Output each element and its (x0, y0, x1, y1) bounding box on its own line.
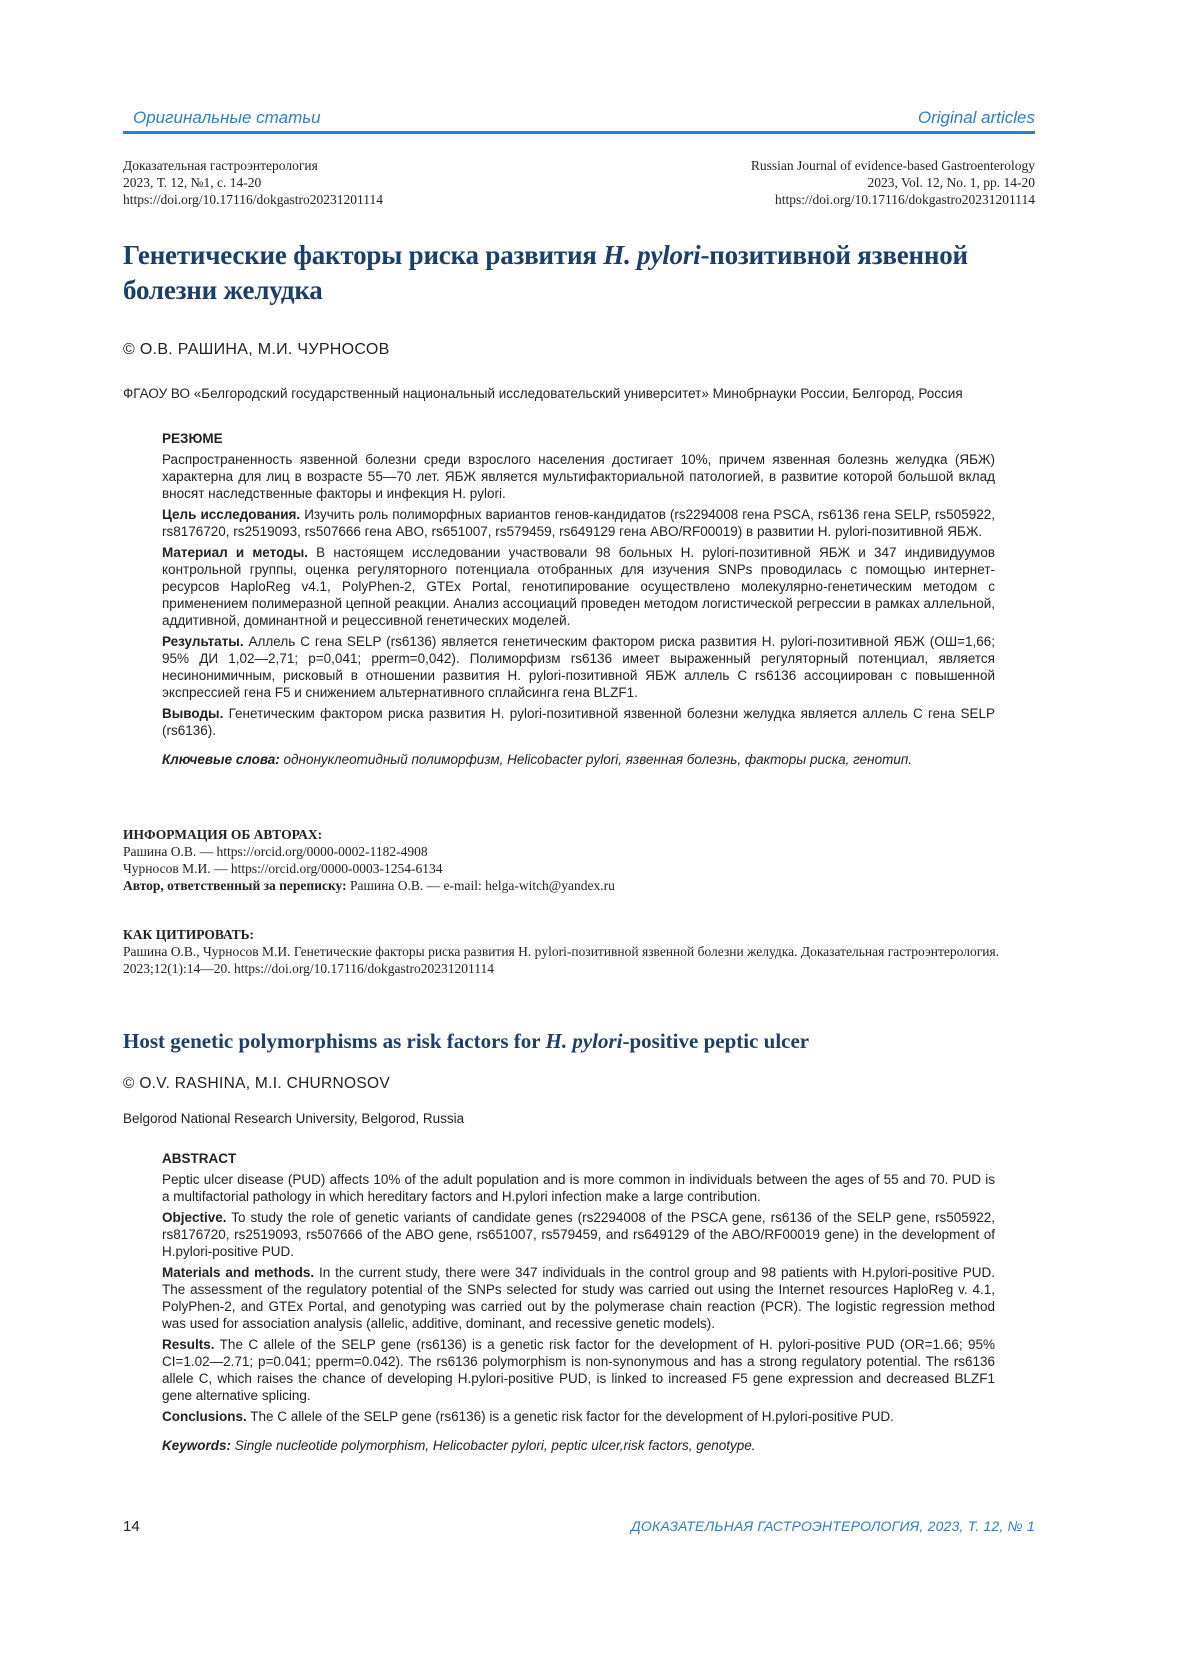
abstract-objective (162, 1209, 995, 1260)
citation-text: Рашина О.В., Чурносов М.И. Генетические факторы риска развития H. pylori-позитивной язвенной болезни желудка. Доказательная гастроэнтерология. 2023;12(1):14—20. https://doi.org/10.17116/dokgastro20231201114 (123, 944, 1000, 976)
title-ru-italic: H. pylori (603, 240, 701, 270)
author-info (123, 826, 1053, 894)
citation-block (123, 926, 1053, 977)
abstract-objective-label: Objective. (162, 1210, 227, 1225)
resume-objective (162, 506, 995, 540)
journal-running-title: ДОКАЗАТЕЛЬНАЯ ГАСТРОЭНТЕРОЛОГИЯ, 2023, Т. 12, № 1 (630, 1518, 1035, 1534)
resume-keywords-text: однонуклеотидный полиморфизм, Helicobacter pylori, язвенная болезнь, факторы риска, генотип. (279, 752, 913, 767)
journal-meta-en (751, 157, 1035, 208)
resume-block (162, 430, 995, 772)
resume-methods-label: Материал и методы. (162, 545, 308, 560)
title-en-part2: -positive peptic ulcer (622, 1029, 810, 1053)
journal-issue-en: 2023, Vol. 12, No. 1, pp. 14-20 (867, 175, 1035, 190)
abstract-intro: Peptic ulcer disease (PUD) affects 10% of the adult population and is more common in individuals between the ages of 55 and 70. PUD is a multifactorial pathology in which hereditary factors and H.pylori infection make a large contribution. (162, 1172, 995, 1204)
abstract-objective-text: To study the role of genetic variants of candidate genes (rs2294008 of the PSCA gene, rs6136 of the SELP gene, rs505922, rs8176720, rs2519093, rs507666 of the ABO gene, rs651007, rs579459, and rs649129 of the ABO/RF00019 gene) in the development of H.pylori-positive PUD. (162, 1210, 995, 1259)
abstract-keywords (162, 1437, 995, 1454)
corresponding-author (123, 877, 1053, 894)
abstract-conclusions (162, 1408, 995, 1425)
resume-keywords-label: Ключевые слова: (162, 752, 280, 767)
citation-heading: КАК ЦИТИРОВАТЬ: (123, 927, 255, 942)
abstract-results-label: Results. (162, 1337, 215, 1352)
abstract-methods (162, 1264, 995, 1332)
title-ru-part1: Генетические факторы риска развития (123, 240, 604, 270)
doi-link-ru[interactable]: https://doi.org/10.17116/dokgastro20231201114 (123, 192, 384, 207)
resume-conclusions-text: Генетическим фактором риска развития H. pylori-позитивной язвенной болезни желудка является аллель С гена SELP (rs6136). (162, 706, 995, 738)
corresponding-contact[interactable]: Рашина О.В. — e-mail: helga-witch@yandex.ru (346, 878, 615, 893)
article-title-ru (123, 238, 1063, 308)
doi-link-en[interactable]: https://doi.org/10.17116/dokgastro20231201114 (774, 192, 1035, 207)
journal-name-en: Russian Journal of evidence-based Gastroenterology (750, 158, 1035, 173)
abstract-block (162, 1150, 995, 1458)
header-divider (123, 131, 1035, 134)
resume-methods (162, 544, 995, 629)
title-ru-part2: -позитивной язвенной болезни желудка (123, 240, 968, 305)
title-en-part1: Host genetic polymorphisms as risk factors for (123, 1029, 546, 1053)
abstract-keywords-label: Keywords: (162, 1438, 232, 1453)
resume-conclusions-label: Выводы. (162, 706, 224, 721)
author-info-heading: ИНФОРМАЦИЯ ОБ АВТОРАХ: (123, 827, 323, 842)
authors-en: © O.V. RASHINA, M.I. CHURNOSOV (123, 1075, 391, 1092)
abstract-methods-text: In the current study, there were 347 individuals in the control group and 98 patients with H.pylori-positive PUD. The assessment of the regulatory potential of the SNPs selected for study was carried out using the Internet resources HaploReg v. 4.1, PolyPhen-2, and GTEx Portal, and genotyping was carried out by the polymerase chain reaction (PCR). The logistic regression method was used for association analysis (allelic, additive, dominant, and recessive genetic models). (162, 1265, 995, 1331)
journal-name-ru: Доказательная гастроэнтерология (123, 158, 318, 173)
resume-methods-text: В настоящем исследовании участвовали 98 больных H. pylori-позитивной ЯБЖ и 347 индивидуумов контрольной группы, оценка регуляторного потенциала отобранных для изучения SNPs проводилась с помощью интернет-ресурсов HaploReg v4.1, PolyPhen-2, GTEx Portal, генотипирование осуществлено молекулярно-генетическим методом с применением полимеразной цепной реакции. Анализ ассоциаций проведен методом логистической регрессии в рамках аллельной, аддитивной, доминантной и рецессивной генетических моделей. (162, 545, 996, 628)
abstract-conclusions-text: The C allele of the SELP gene (rs6136) is a genetic risk factor for the development of H.pylori-positive PUD. (246, 1409, 894, 1424)
abstract-keywords-text: Single nucleotide polymorphism, Helicobacter pylori, peptic ulcer,risk factors, genotype. (231, 1438, 756, 1453)
author-orcid-1[interactable]: Рашина О.В. — https://orcid.org/0000-0002-1182-4908 (123, 844, 428, 859)
resume-conclusions (162, 705, 995, 739)
abstract-results-text: The C allele of the SELP gene (rs6136) is a genetic risk factor for the development of H. pylori-positive PUD (OR=1.66; 95% CI=1.02—2.71; p=0.041; pperm=0.042). The rs6136 polymorphism is non-synonymous and has a strong regulatory potential. The rs6136 allele C, which raises the chance of developing H.pylori-positive PUD, is linked to increased F5 gene expression and decreased BLZF1 gene alternative splicing. (162, 1337, 995, 1403)
journal-issue-ru: 2023, Т. 12, №1, с. 14-20 (123, 175, 262, 190)
section-label-en: Original articles (917, 108, 1035, 127)
abstract-methods-label: Materials and methods. (162, 1265, 315, 1280)
resume-results-text: Аллель С гена SELP (rs6136) является генетическим фактором риска развития H. pylori-позитивной ЯБЖ (ОШ=1,66; 95% ДИ 1,02—2,71; p=0,041; pperm=0,042). Полиморфизм rs6136 имеет выраженный регуляторный потенциал, является несинонимичным, рисковый в отношении развития H. pylori-позитивной ЯБЖ аллель С rs6136 ассоциирован с повышенной экспрессией гена F5 и снижением альтернативного сплайсинга гена BLZF1. (162, 634, 995, 700)
abstract-heading: ABSTRACT (162, 1151, 237, 1166)
title-en-italic: H. pylori (545, 1029, 623, 1053)
resume-objective-text: Изучить роль полиморфных вариантов генов-кандидатов (rs2294008 гена PSCA, rs6136 гена SELP, rs505922, rs8176720, rs2519093, rs507666 гена ABO, rs651007, rs579459, rs649129 гена ABO/RF00019) в развитии H. pylori-позитивной ЯБЖ. (162, 507, 995, 539)
resume-results-label: Результаты. (162, 634, 244, 649)
resume-results (162, 633, 995, 701)
corresponding-label: Автор, ответственный за переписку: (123, 878, 347, 893)
abstract-conclusions-label: Conclusions. (162, 1409, 247, 1424)
resume-objective-label: Цель исследования. (162, 507, 301, 522)
resume-keywords (162, 751, 995, 768)
author-orcid-2[interactable]: Чурносов М.И. — https://orcid.org/0000-0003-1254-6134 (123, 861, 443, 876)
resume-heading: РЕЗЮМЕ (162, 431, 223, 446)
affiliation-ru: ФГАОУ ВО «Белгородский государственный национальный исследовательский университет» Минобрнауки России, Белгород, Россия (123, 386, 963, 401)
affiliation-en: Belgorod National Research University, Belgorod, Russia (123, 1111, 465, 1126)
section-label: Оригинальные статьи (133, 108, 321, 127)
authors-ru: © О.В. РАШИНА, М.И. ЧУРНОСОВ (123, 341, 390, 358)
resume-intro: Распространенность язвенной болезни среди взрослого населения достигает 10%, причем язвенная болезнь желудка (ЯБЖ) характерна для лиц в возрасте 55—70 лет. ЯБЖ является мультифакториальной патологией, в развитие которой большой вклад вносят наследственные факторы и инфекция H. pylori. (162, 452, 995, 501)
page-number: 14 (123, 1518, 140, 1535)
article-title-en (123, 1029, 809, 1054)
journal-meta-ru (123, 157, 383, 208)
abstract-results (162, 1336, 995, 1404)
